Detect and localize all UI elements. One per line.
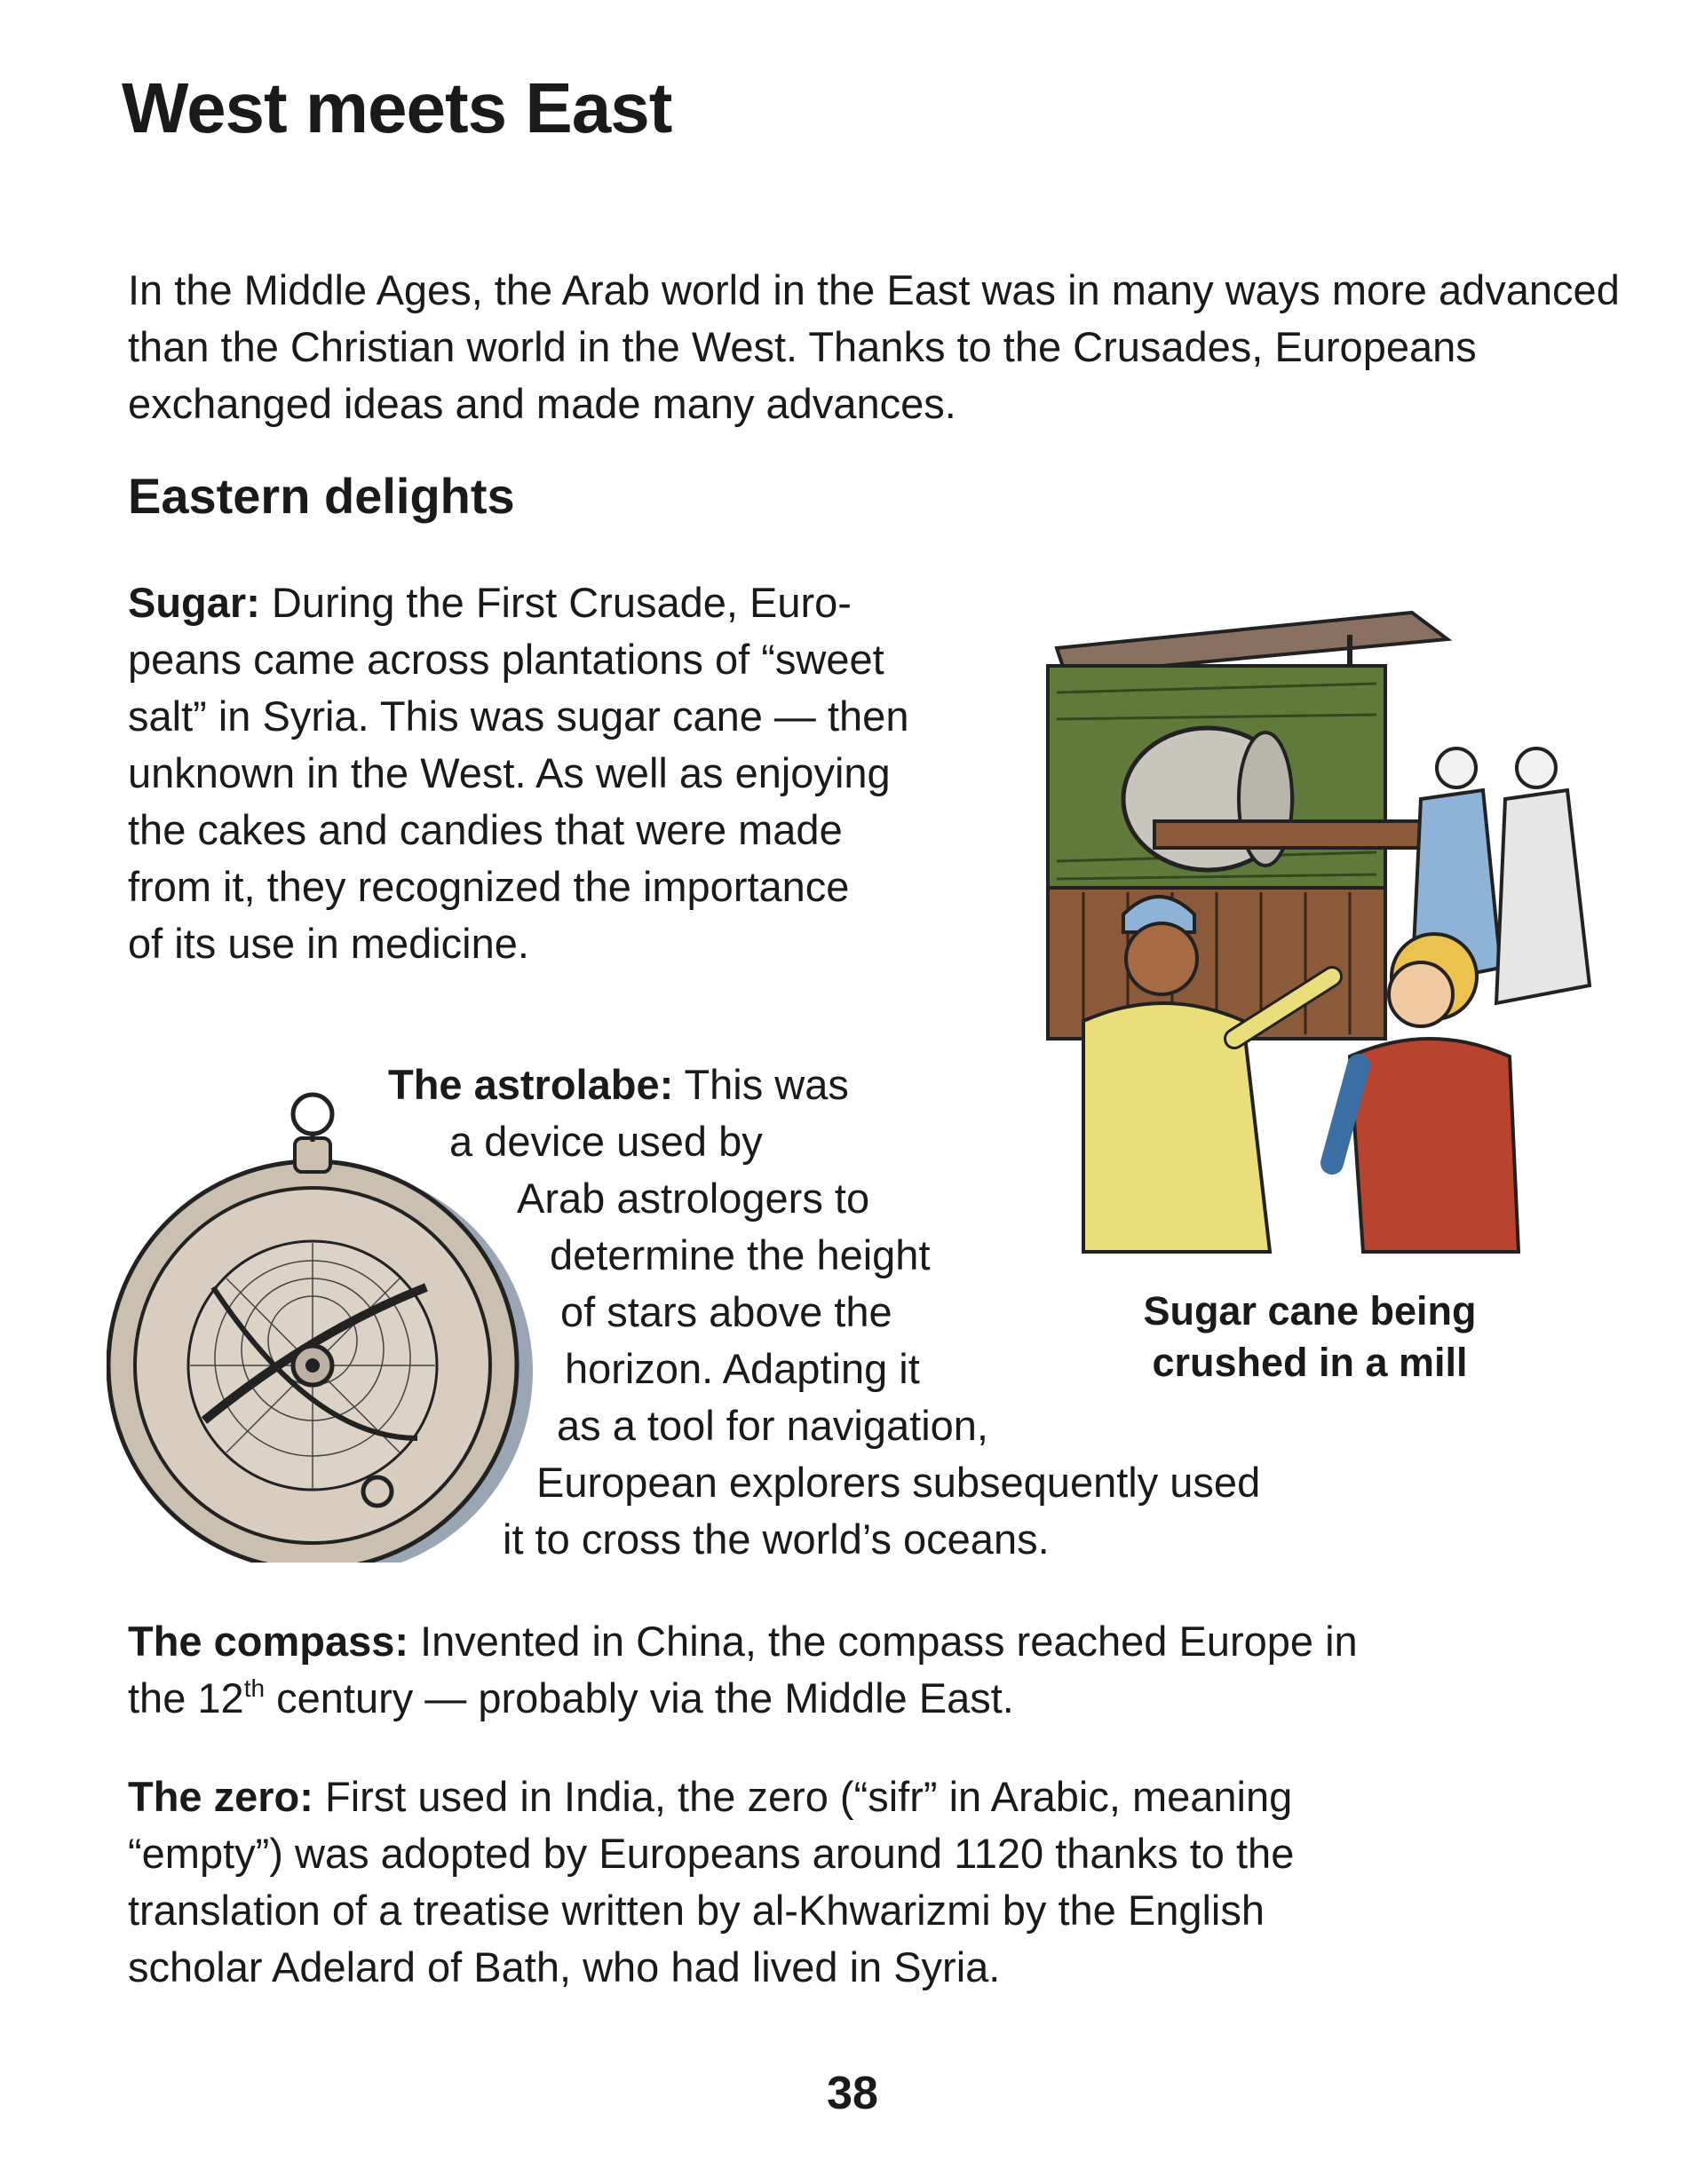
astrolabe-line-7: as a tool for navigation,	[557, 1402, 988, 1449]
merchant-face	[1126, 923, 1197, 994]
astrolabe-line-6: horizon. Adapting it	[565, 1345, 920, 1392]
page-number: 38	[827, 2068, 878, 2119]
compass-lead: The compass:	[128, 1618, 409, 1665]
sugar-line-5: the cakes and candies that were made	[128, 806, 843, 853]
sugar-lead: Sugar:	[128, 579, 260, 626]
sugar-line-4: unknown in the West. As well as enjoying	[128, 749, 891, 796]
caption-line-2: crushed in a mill	[1152, 1340, 1468, 1385]
sugar-line-1: Sugar: During the First Crusade, Euro-	[128, 579, 852, 626]
sugar-line-3: salt” in Syria. This was sugar cane — then	[128, 692, 909, 740]
page-title: West meets East	[122, 68, 672, 147]
compass-line-1: The compass: Invented in China, the compass reached Europe in	[128, 1618, 1358, 1665]
ordinal-suffix: th	[243, 1674, 266, 1702]
mill-beam	[1154, 821, 1421, 848]
astrolabe-line-5: of stars above the	[560, 1288, 892, 1335]
worker-turban	[1437, 748, 1476, 787]
sugar-line-2: peans came across plantations of “sweet	[128, 636, 884, 683]
zero-line-3: translation of a treatise written by al-Khwarizmi by the English	[128, 1887, 1265, 1934]
astrolabe-illustration	[107, 1065, 551, 1563]
sugar-line-7: of its use in medicine.	[128, 920, 529, 967]
zero-line-1: The zero: First used in India, the zero (“sifr” in Arabic, meaning	[128, 1773, 1293, 1820]
sugar-mill-illustration	[1030, 595, 1616, 1270]
astrolabe-line-4: determine the height	[550, 1231, 931, 1278]
astrolabe-ring-icon	[293, 1095, 332, 1134]
astrolabe-line-1: The astrolabe: This was	[388, 1061, 849, 1108]
intro-paragraph: In the Middle Ages, the Arab world in the East was in many ways more advanced than the Christian world in the West. Thanks to the Crusades, Europeans exchanged ideas and made many advances.	[128, 266, 1620, 427]
astrolabe-line-2: a device used by	[449, 1118, 763, 1165]
caption-line-1: Sugar cane being	[1143, 1288, 1477, 1333]
astrolabe-line-9: it to cross the world’s oceans.	[503, 1515, 1050, 1563]
worker-turban-2	[1517, 748, 1556, 787]
compass-line-2: the 12th century — probably via the Middle East.	[128, 1674, 1014, 1721]
zero-line-2: “empty”) was adopted by Europeans around 1120 thanks to the	[128, 1830, 1295, 1877]
section-heading: Eastern delights	[128, 468, 515, 524]
worker-white-robe	[1496, 790, 1590, 1003]
zero-lead: The zero:	[128, 1773, 313, 1820]
illustration-caption	[1092, 1286, 1527, 1389]
astrolabe-line-3: Arab astrologers to	[517, 1175, 870, 1222]
crusader-tunic	[1350, 1039, 1519, 1252]
astrolabe-line-8: European explorers subsequently used	[536, 1459, 1261, 1506]
zero-line-4: scholar Adelard of Bath, who had lived in Syria.	[128, 1943, 1001, 1990]
crusader-face	[1389, 962, 1453, 1026]
astrolabe-throne	[295, 1138, 330, 1172]
astrolabe-lead: The astrolabe:	[388, 1061, 674, 1108]
sugar-line-6: from it, they recognized the importance	[128, 863, 850, 910]
